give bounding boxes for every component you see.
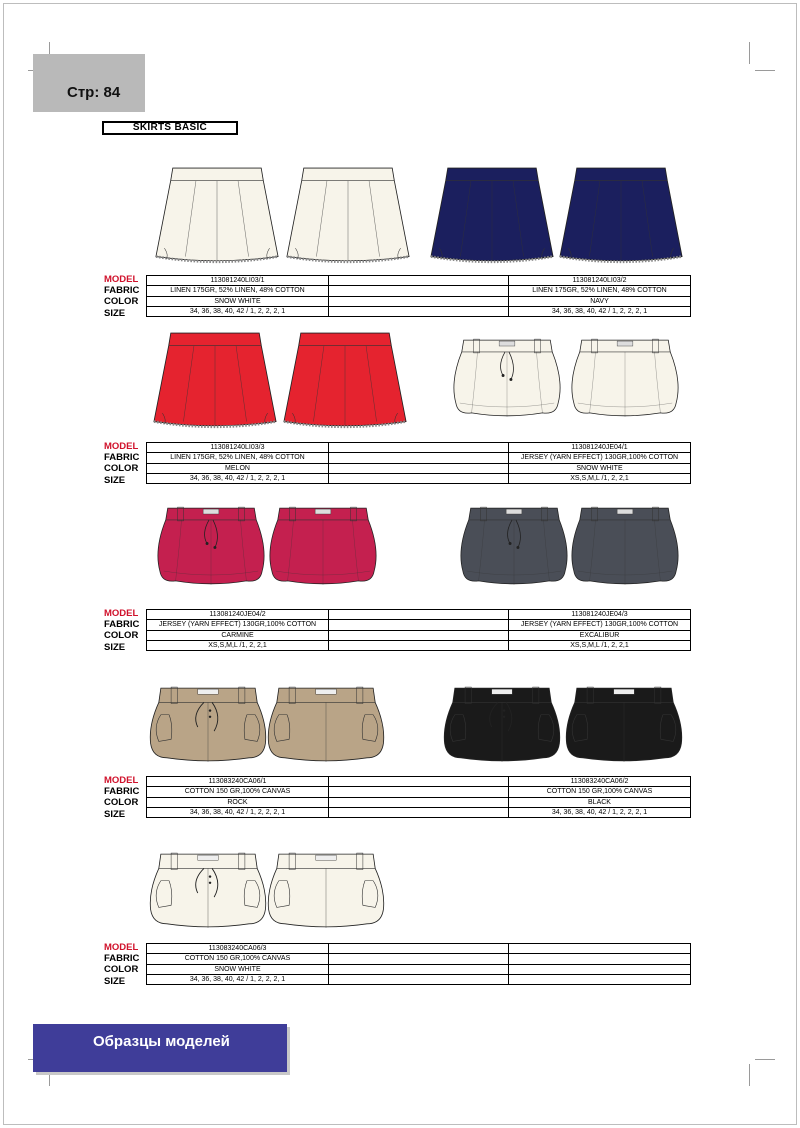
- spec-table: [146, 609, 691, 651]
- skirt-sketch-canvas-white-front: [146, 850, 270, 932]
- skirt-sketch-excalibur-front: [455, 502, 573, 586]
- page-number-badge: [33, 54, 145, 112]
- empty-cell: [329, 944, 509, 954]
- table-row: [147, 306, 691, 316]
- empty-cell: [329, 640, 509, 650]
- empty-cell: [329, 276, 509, 286]
- skirt-sketch-jersey-white-back: [566, 334, 684, 418]
- field-labels: [104, 775, 139, 820]
- model-cell: 113081240LI03/1: [147, 276, 329, 286]
- empty-cell: [329, 610, 509, 620]
- label-color: COLOR: [104, 296, 139, 308]
- size-cell: 34, 36, 38, 40, 42 / 1, 2, 2, 2, 1: [509, 807, 691, 817]
- spec-table: [146, 275, 691, 317]
- table-row: [147, 630, 691, 640]
- label-color: COLOR: [104, 964, 139, 976]
- empty-cell: [329, 620, 509, 630]
- table-row: [147, 620, 691, 630]
- label-model: MODEL: [104, 608, 139, 619]
- color-cell: BLACK: [509, 797, 691, 807]
- label-size: SIZE: [104, 307, 126, 319]
- field-labels: [104, 942, 139, 987]
- empty-cell: [329, 296, 509, 306]
- skirt-sketch-melon-front: [150, 331, 280, 431]
- size-cell: 34, 36, 38, 40, 42 / 1, 2, 2, 2, 1: [147, 807, 329, 817]
- table-row: [147, 964, 691, 974]
- fabric-cell: LINEN 175GR, 52% LINEN, 48% COTTON: [147, 453, 329, 463]
- spec-table: [146, 776, 691, 818]
- table-row: [147, 640, 691, 650]
- empty-cell: [329, 306, 509, 316]
- fabric-cell: LINEN 175GR, 52% LINEN, 48% COTTON: [509, 286, 691, 296]
- footer-label: Образцы моделей: [93, 1033, 230, 1050]
- empty-cell: [329, 807, 509, 817]
- size-cell: 34, 36, 38, 40, 42 / 1, 2, 2, 2, 1: [147, 473, 329, 483]
- empty-cell: [329, 974, 509, 984]
- label-size: SIZE: [104, 641, 126, 653]
- fabric-cell: JERSEY (YARN EFFECT) 130GR,100% COTTON: [509, 453, 691, 463]
- label-fabric: FABRIC: [104, 953, 140, 965]
- field-labels: [104, 274, 139, 319]
- empty-cell: [329, 787, 509, 797]
- model-cell: 113083240CA06/3: [147, 944, 329, 954]
- empty-cell: [329, 286, 509, 296]
- skirt-sketch-melon-back: [280, 331, 410, 431]
- skirt-sketch-snow-white-back: [283, 166, 413, 266]
- label-size: SIZE: [104, 808, 126, 820]
- label-fabric: FABRIC: [104, 786, 140, 798]
- crop-mark: [755, 70, 775, 71]
- empty-cell: [329, 473, 509, 483]
- field-labels: [104, 441, 139, 486]
- color-cell: ROCK: [147, 797, 329, 807]
- field-labels: [104, 608, 139, 653]
- table-row: [147, 296, 691, 306]
- skirt-sketch-navy-back: [556, 166, 686, 266]
- label-model: MODEL: [104, 942, 139, 953]
- empty-cell: [329, 463, 509, 473]
- table-row: [147, 807, 691, 817]
- skirt-sketch-excalibur-back: [566, 502, 684, 586]
- size-cell: [509, 974, 691, 984]
- crop-mark: [755, 1059, 775, 1060]
- skirt-sketch-canvas-white-back: [264, 850, 388, 932]
- color-cell: NAVY: [509, 296, 691, 306]
- skirt-sketch-carmine-front: [152, 502, 270, 586]
- crop-mark: [749, 1064, 750, 1086]
- label-color: COLOR: [104, 463, 139, 475]
- fabric-cell: COTTON 150 GR,100% CANVAS: [147, 954, 329, 964]
- table-row: [147, 443, 691, 453]
- spec-table: [146, 943, 691, 985]
- fabric-cell: LINEN 175GR, 52% LINEN, 48% COTTON: [147, 286, 329, 296]
- fabric-cell: JERSEY (YARN EFFECT) 130GR,100% COTTON: [147, 620, 329, 630]
- color-cell: SNOW WHITE: [147, 296, 329, 306]
- table-row: [147, 286, 691, 296]
- page-number: Стр: 84: [67, 84, 121, 101]
- table-row: [147, 944, 691, 954]
- model-cell: 113081240JE04/3: [509, 610, 691, 620]
- color-cell: SNOW WHITE: [509, 463, 691, 473]
- skirt-sketch-jersey-white-front: [448, 334, 566, 418]
- skirt-sketch-black-back: [562, 684, 686, 766]
- size-cell: XS,S,M,L /1, 2, 2,1: [509, 640, 691, 650]
- model-cell: 113083240CA06/2: [509, 777, 691, 787]
- size-cell: XS,S,M,L /1, 2, 2,1: [147, 640, 329, 650]
- label-fabric: FABRIC: [104, 452, 140, 464]
- skirt-sketch-carmine-back: [264, 502, 382, 586]
- model-cell: 113083240CA06/1: [147, 777, 329, 787]
- label-fabric: FABRIC: [104, 619, 140, 631]
- color-cell: EXCALIBUR: [509, 630, 691, 640]
- fabric-cell: COTTON 150 GR,100% CANVAS: [147, 787, 329, 797]
- color-cell: [509, 964, 691, 974]
- color-cell: CARMINE: [147, 630, 329, 640]
- table-row: [147, 463, 691, 473]
- fabric-cell: JERSEY (YARN EFFECT) 130GR,100% COTTON: [509, 620, 691, 630]
- label-fabric: FABRIC: [104, 285, 140, 297]
- model-cell: 113081240LI03/3: [147, 443, 329, 453]
- skirt-sketch-navy-front: [427, 166, 557, 266]
- size-cell: 34, 36, 38, 40, 42 / 1, 2, 2, 2, 1: [147, 306, 329, 316]
- fabric-cell: [509, 954, 691, 964]
- size-cell: 34, 36, 38, 40, 42 / 1, 2, 2, 2, 1: [509, 306, 691, 316]
- footer-banner: [33, 1024, 287, 1072]
- table-row: [147, 453, 691, 463]
- table-row: [147, 610, 691, 620]
- table-row: [147, 797, 691, 807]
- skirt-sketch-black-front: [440, 684, 564, 766]
- table-row: [147, 974, 691, 984]
- empty-cell: [329, 964, 509, 974]
- empty-cell: [329, 954, 509, 964]
- crop-mark: [749, 42, 750, 64]
- table-row: [147, 473, 691, 483]
- empty-cell: [329, 630, 509, 640]
- skirt-sketch-snow-white-front: [152, 166, 282, 266]
- model-cell: [509, 944, 691, 954]
- label-color: COLOR: [104, 630, 139, 642]
- empty-cell: [329, 797, 509, 807]
- model-cell: 113081240LI03/2: [509, 276, 691, 286]
- model-cell: 113081240JE04/1: [509, 443, 691, 453]
- label-model: MODEL: [104, 274, 139, 285]
- size-cell: 34, 36, 38, 40, 42 / 1, 2, 2, 2, 1: [147, 974, 329, 984]
- empty-cell: [329, 777, 509, 787]
- empty-cell: [329, 453, 509, 463]
- table-row: [147, 787, 691, 797]
- label-color: COLOR: [104, 797, 139, 809]
- skirt-sketch-rock-front: [146, 684, 270, 766]
- empty-cell: [329, 443, 509, 453]
- color-cell: MELON: [147, 463, 329, 473]
- table-row: [147, 954, 691, 964]
- color-cell: SNOW WHITE: [147, 964, 329, 974]
- fabric-cell: COTTON 150 GR,100% CANVAS: [509, 787, 691, 797]
- skirt-sketch-rock-back: [264, 684, 388, 766]
- label-size: SIZE: [104, 975, 126, 987]
- size-cell: XS,S,M,L /1, 2, 2,1: [509, 473, 691, 483]
- table-row: [147, 777, 691, 787]
- section-title: SKIRTS BASIC: [102, 121, 238, 135]
- spec-table: [146, 442, 691, 484]
- label-model: MODEL: [104, 775, 139, 786]
- label-model: MODEL: [104, 441, 139, 452]
- model-cell: 113081240JE04/2: [147, 610, 329, 620]
- label-size: SIZE: [104, 474, 126, 486]
- table-row: [147, 276, 691, 286]
